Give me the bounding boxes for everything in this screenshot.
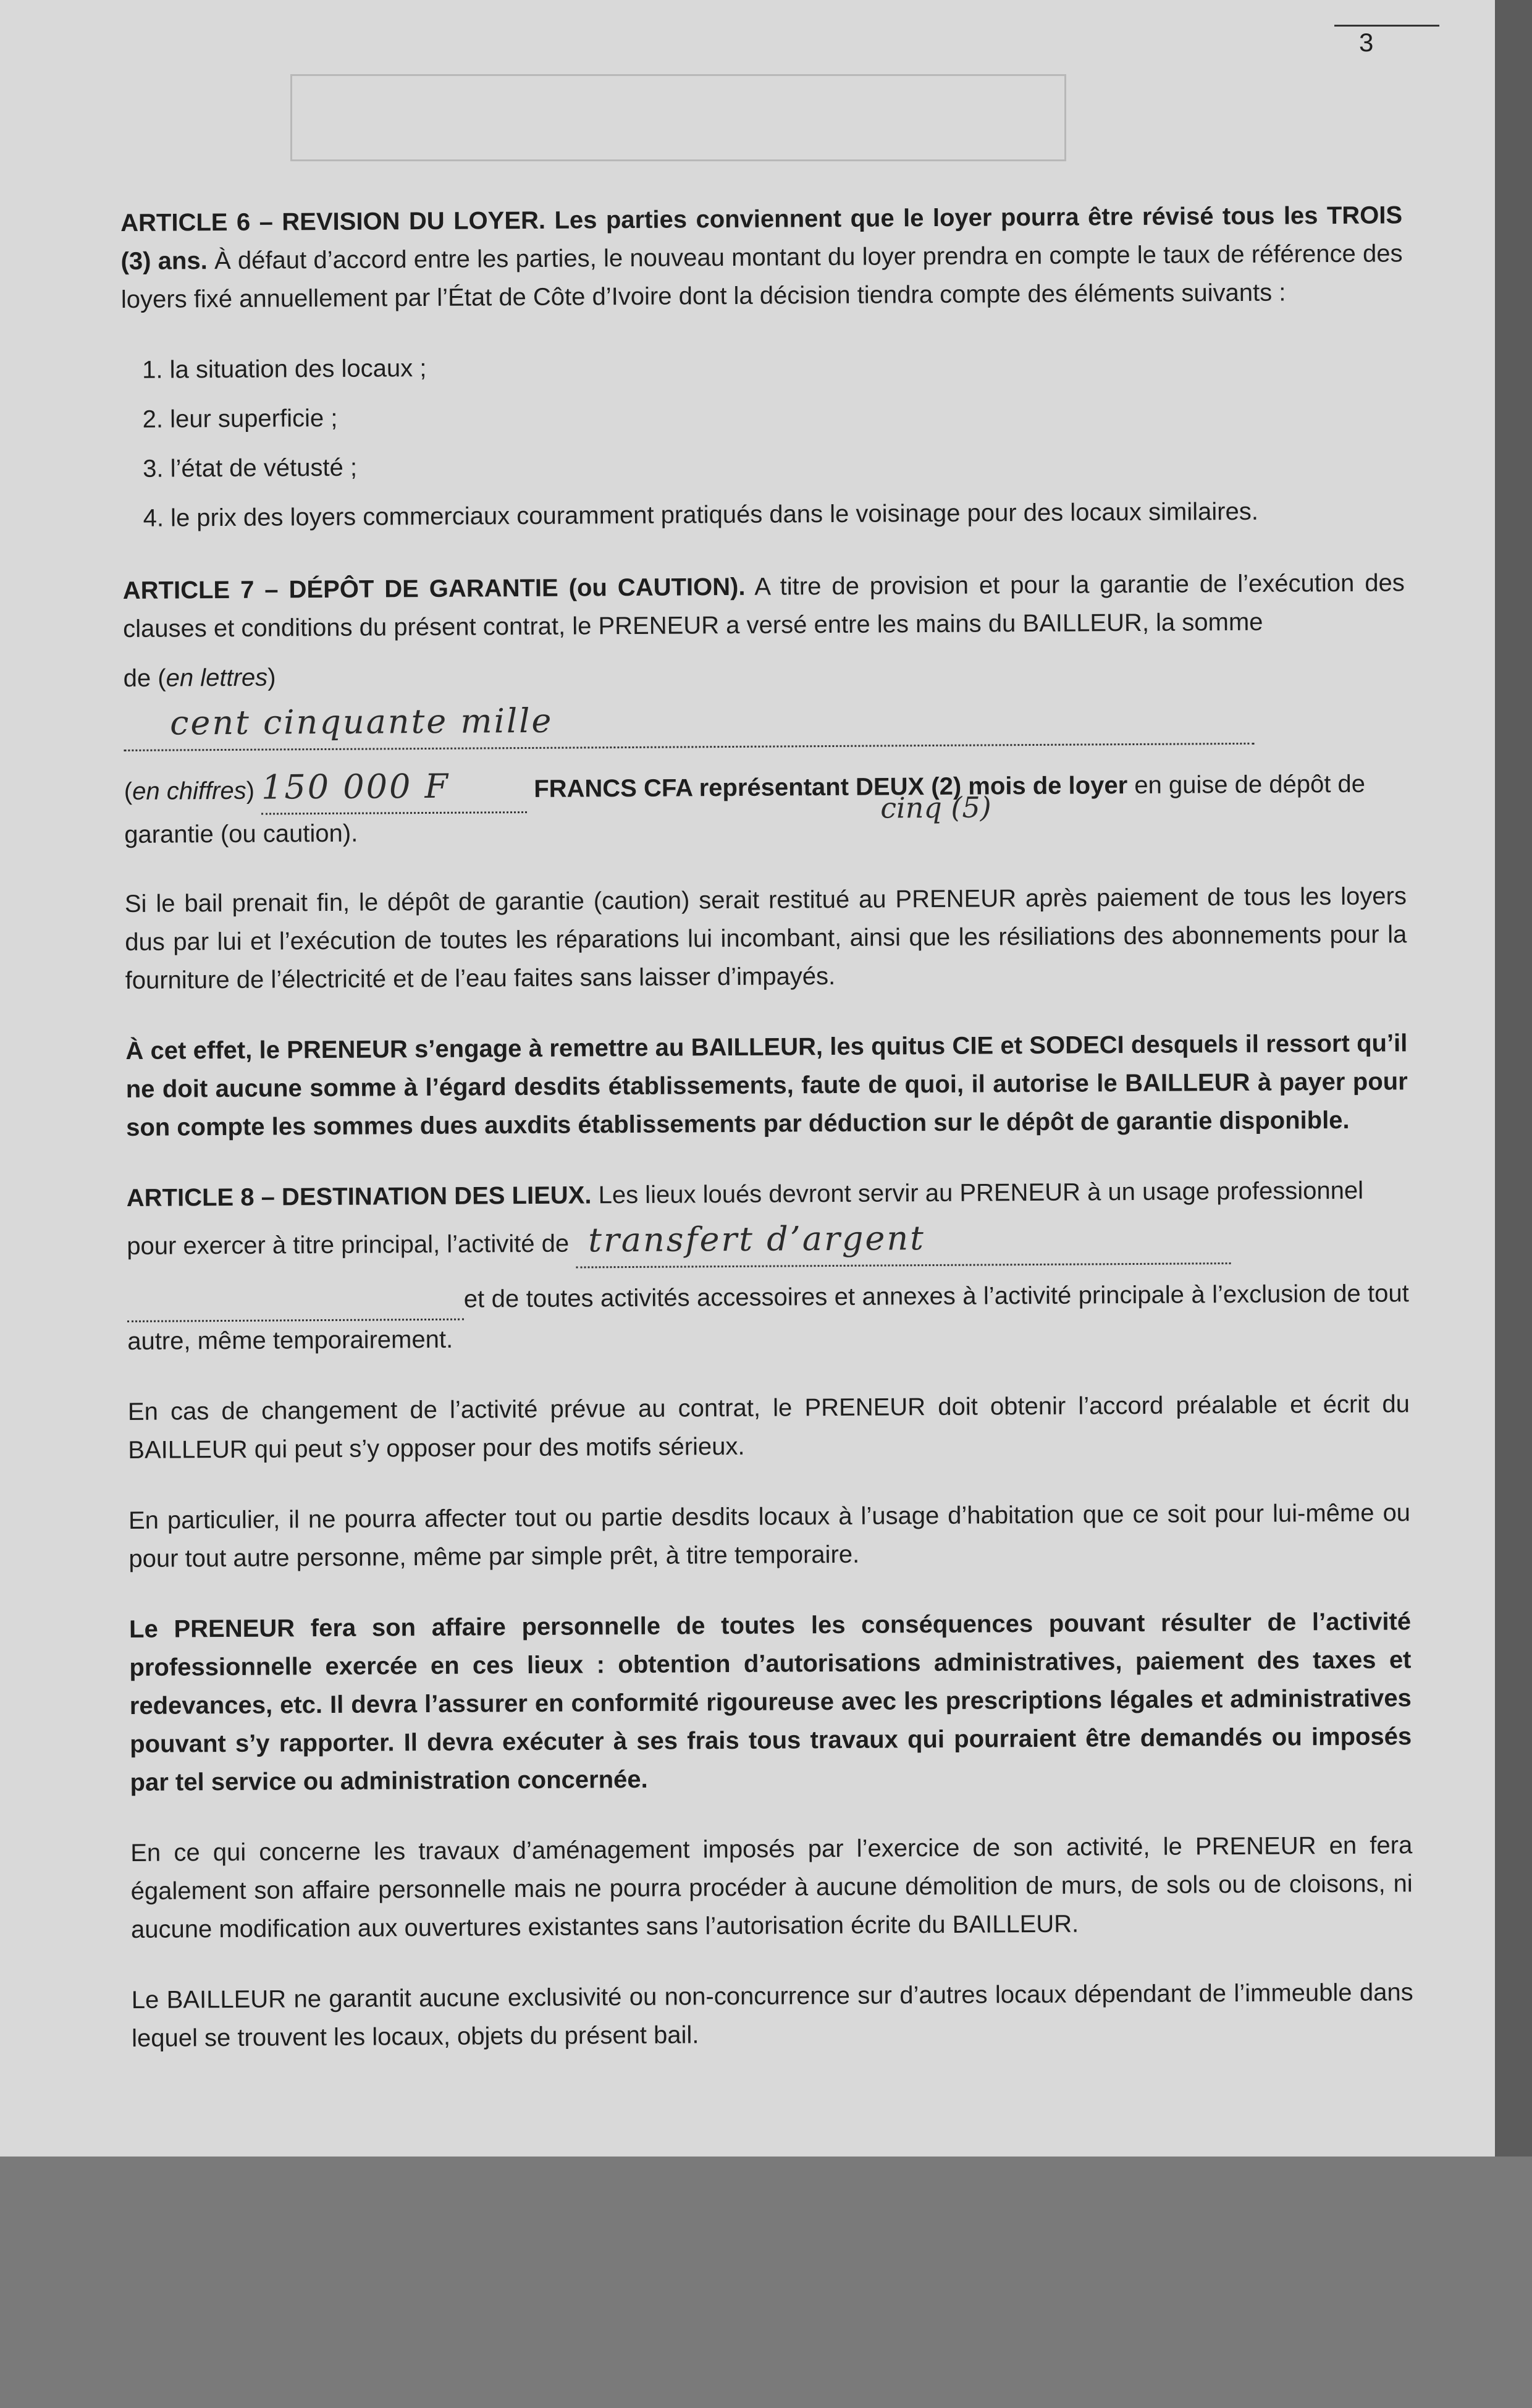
article-7-heading: ARTICLE 7 – DÉPÔT DE GARANTIE (ou CAUTION). — [122, 573, 746, 604]
amount-figures-label: en chiffres — [132, 777, 246, 805]
article-8-continuation — [127, 1274, 1410, 1361]
article-6-heading: ARTICLE 6 – REVISION DU LOYER. — [120, 206, 546, 237]
amount-words-field — [124, 691, 1254, 751]
article-8-cont: et de toutes activités accessoires et annexes à l’activité principale à l’exclusion de tout autre, même temporairement. — [127, 1280, 1409, 1356]
amount-words-suffix: ) — [267, 664, 276, 691]
article-8-p4: Le PRENEUR fera son affaire personnelle de toutes les conséquences pouvant résulter de l’activité professionnelle exercée en ces lieux : obtention d’autorisations administratives, paiement des taxes et redevances, etc. Il devra l’assurer en conformité rigoureuse avec les prescriptions légales et administratives pouvant s’y rapporter. Il devra exécuter à ses frais tous travaux qui pourraient être demandés ou imposés par tel service ou administration concernée. — [128, 1608, 1412, 1797]
months-printed: DEUX (2) mois de loyer — [855, 771, 1128, 801]
amount-figures-line — [124, 754, 1407, 854]
article-8-heading: ARTICLE 8 – DESTINATION DES LIEUX. — [126, 1181, 592, 1212]
months-wrapper — [855, 766, 1128, 825]
amount-figures-field — [261, 760, 528, 815]
article-7-intro-paragraph — [123, 564, 1405, 648]
page-number-rule — [1334, 25, 1439, 27]
page-number: 3 — [1359, 28, 1374, 57]
scan-edge — [1495, 0, 1532, 2157]
article-8-p2: En cas de changement de l’activité prévue au contrat, le PRENEUR doit obtenir l’accord préalable et écrit du BAILLEUR qui peut s’y opposer pour des motifs sérieux. — [127, 1390, 1410, 1464]
article-6-list — [121, 343, 1404, 538]
list-item: 4. le prix des loyers commerciaux couramment pratiqués dans le voisinage pour des locaux similaires. — [170, 491, 1404, 537]
article-6-paragraph — [120, 196, 1403, 319]
article-8-p5: En ce qui concerne les travaux d’aménagement imposés par l’exercice de son activité, le PRENEUR en fera également son affaire personnelle mais ne pourra procéder à aucune démolition de murs, de sols ou de cloisons, ni aucune modification aux ouvertures existantes sans l’autorisation écrite du BAILLEUR. — [130, 1831, 1413, 1944]
bleed-through-box — [290, 74, 1066, 161]
amount-words-handwritten: cent cinquante mille — [169, 701, 553, 743]
list-item: 1. la situation des locaux ; — [169, 343, 1403, 389]
article-8-p6: Le BAILLEUR ne garantit aucune exclusivité ou non-concurrence sur d’autres locaux dépendant de l’immeuble dans lequel se trouvent les locaux, objets du présent bail. — [131, 1979, 1413, 2053]
article-6-body: À défaut d’accord entre les parties, le nouveau montant du loyer prendra en compte le taux de référence des loyers fixé annuellement par l’État de Côte d’Ivoire dont la décision tiendra compte des éléments suivants : — [120, 240, 1403, 313]
amount-words-line — [124, 651, 1406, 751]
activity-field — [576, 1210, 1231, 1268]
article-8-p3: En particulier, il ne pourra affecter tout ou partie desdits locaux à l’usage d’habitation que ce soit pour lui-même ou pour tout autre personne, même par simple prêt, à titre temporaire. — [128, 1499, 1411, 1573]
article-7-p3: À cet effet, le PRENEUR s’engage à remettre au BAILLEUR, les quitus CIE et SODECI desquels il ressort qu’il ne doit aucune somme à l’égard desdits établissements, faute de quoi, il autorise le BAILLEUR à payer pour son compte les sommes dues auxdits établissements par déduction sur le dépôt de garantie disponible. — [125, 1029, 1408, 1142]
after-months: en guise de dépôt de garantie (ou caution). — [124, 770, 1366, 849]
activity-handwritten: transfert d’argent — [588, 1219, 926, 1260]
list-item: 2. leur superficie ; — [170, 392, 1404, 438]
article-8-intro: Les lieux loués devront servir au PRENEUR à un usage professionnel pour exercer à titre principal, l’activité de — [127, 1177, 1364, 1261]
amount-words-prefix: de ( — [123, 664, 166, 692]
document-body — [120, 196, 1414, 2090]
amount-figures-prefix: ( — [124, 777, 133, 805]
amount-figures-handwritten: 150 000 F — [261, 766, 450, 807]
currency-label: FRANCS CFA représentant — [534, 773, 849, 803]
amount-words-label: en lettres — [166, 664, 268, 692]
months-handwritten: cinq (5) — [880, 790, 991, 825]
amount-figures-suffix: ) — [246, 777, 255, 805]
article-7-intro: A titre de provision et pour la garantie de l’exécution des clauses et conditions du présent contrat, le PRENEUR a versé entre les mains du BAILLEUR, la somme — [123, 569, 1405, 643]
activity-continuation-field — [127, 1280, 464, 1322]
article-7-p2: Si le bail prenait fin, le dépôt de garantie (caution) serait restitué au PRENEUR après paiement de tous les loyers dus par lui et l’exécution de toutes les réparations lui incombant, ainsi que les résiliations des abonnements pour la fourniture de l’électricité et de l’eau faites sans laisser d’impayés. — [124, 882, 1407, 995]
list-item: 3. l’état de vétusté ; — [170, 442, 1404, 488]
article-6-lead: Les parties conviennent que le loyer pourra être révisé tous les TROIS (3) ans. — [120, 201, 1403, 275]
article-8-intro-paragraph — [127, 1172, 1409, 1271]
